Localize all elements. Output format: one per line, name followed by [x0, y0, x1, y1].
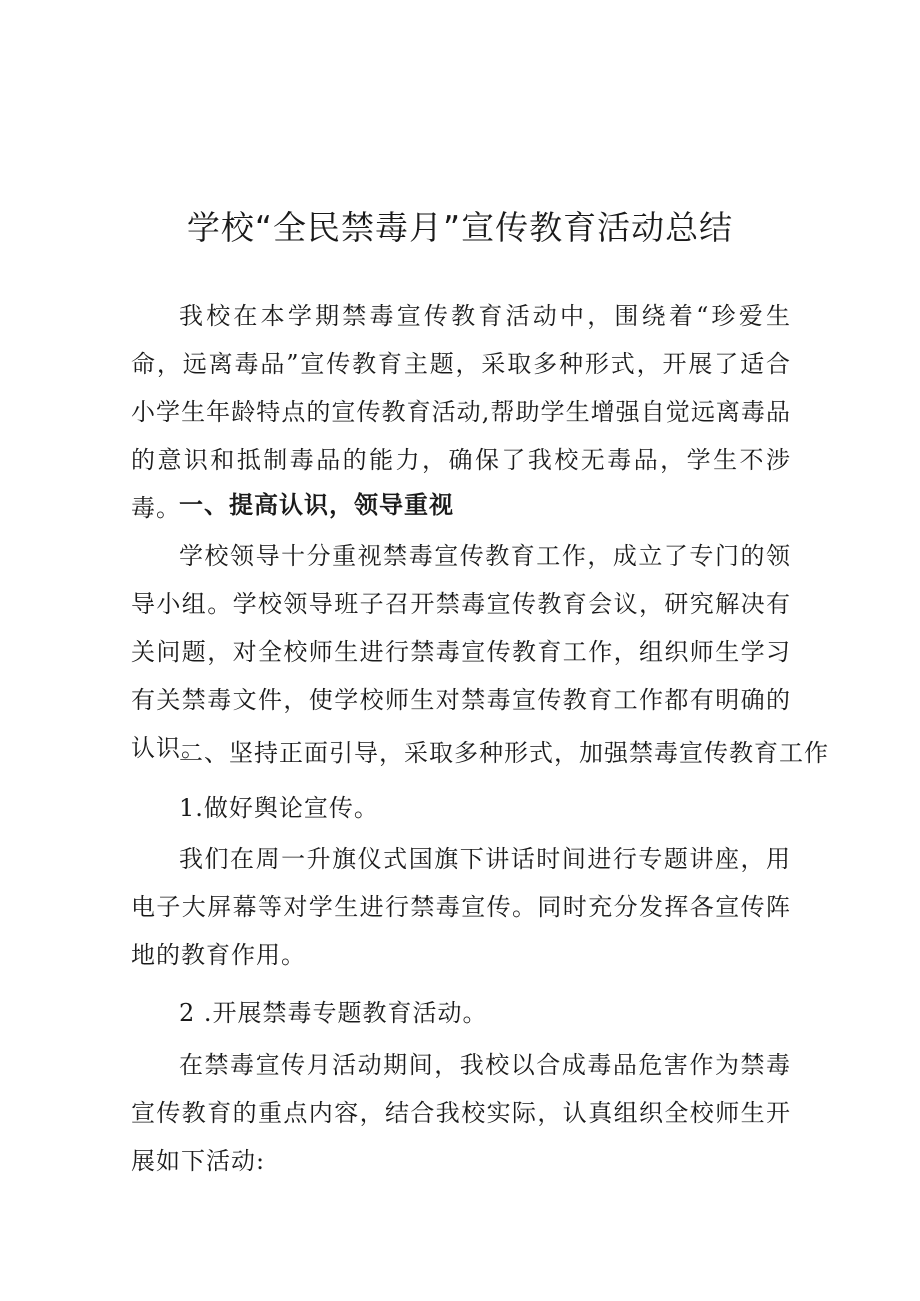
section-1-paragraph: 学校领导十分重视禁毒宣传教育工作，成立了专门的领导小组。学校领导班子召开禁毒宣传教育会议，研究解决有关问题，对全校师生进行禁毒宣传教育工作，组织师生学习有关禁毒文件，使学校师生对禁毒宣传教育工作都有明确的认识。 — [131, 542, 791, 762]
section-2-heading: 二、坚持正面引导，采取多种形式，加强禁毒宣传教育工作 — [179, 739, 829, 767]
item-2-heading: 2 .开展禁毒专题教育活动。 — [179, 999, 488, 1027]
document-title: 学校“全民禁毒月”宣传教育活动总结 — [186, 208, 734, 247]
intro-paragraph: 我校在本学期禁毒宣传教育活动中，围绕着“珍爱生命，远离毒品”宣传教育主题，采取多种形式，开展了适合小学生年龄特点的宣传教育活动,帮助学生增强自觉远离毒品的意识和抵制毒品的能力，确保了我校无毒品，学生不涉毒。 — [131, 302, 791, 522]
item-1-paragraph: 我们在周一升旗仪式国旗下讲话时间进行专题讲座，用电子大屏幕等对学生进行禁毒宣传。同时充分发挥各宣传阵地的教育作用。 — [131, 845, 791, 969]
item-2-paragraph: 在禁毒宣传月活动期间，我校以合成毒品危害作为禁毒宣传教育的重点内容，结合我校实际，认真组织全校师生开展如下活动: — [131, 1051, 791, 1175]
section-1-heading: 一、提高认识，领导重视 — [179, 491, 454, 519]
item-1-heading: 1.做好舆论宣传。 — [179, 794, 379, 822]
